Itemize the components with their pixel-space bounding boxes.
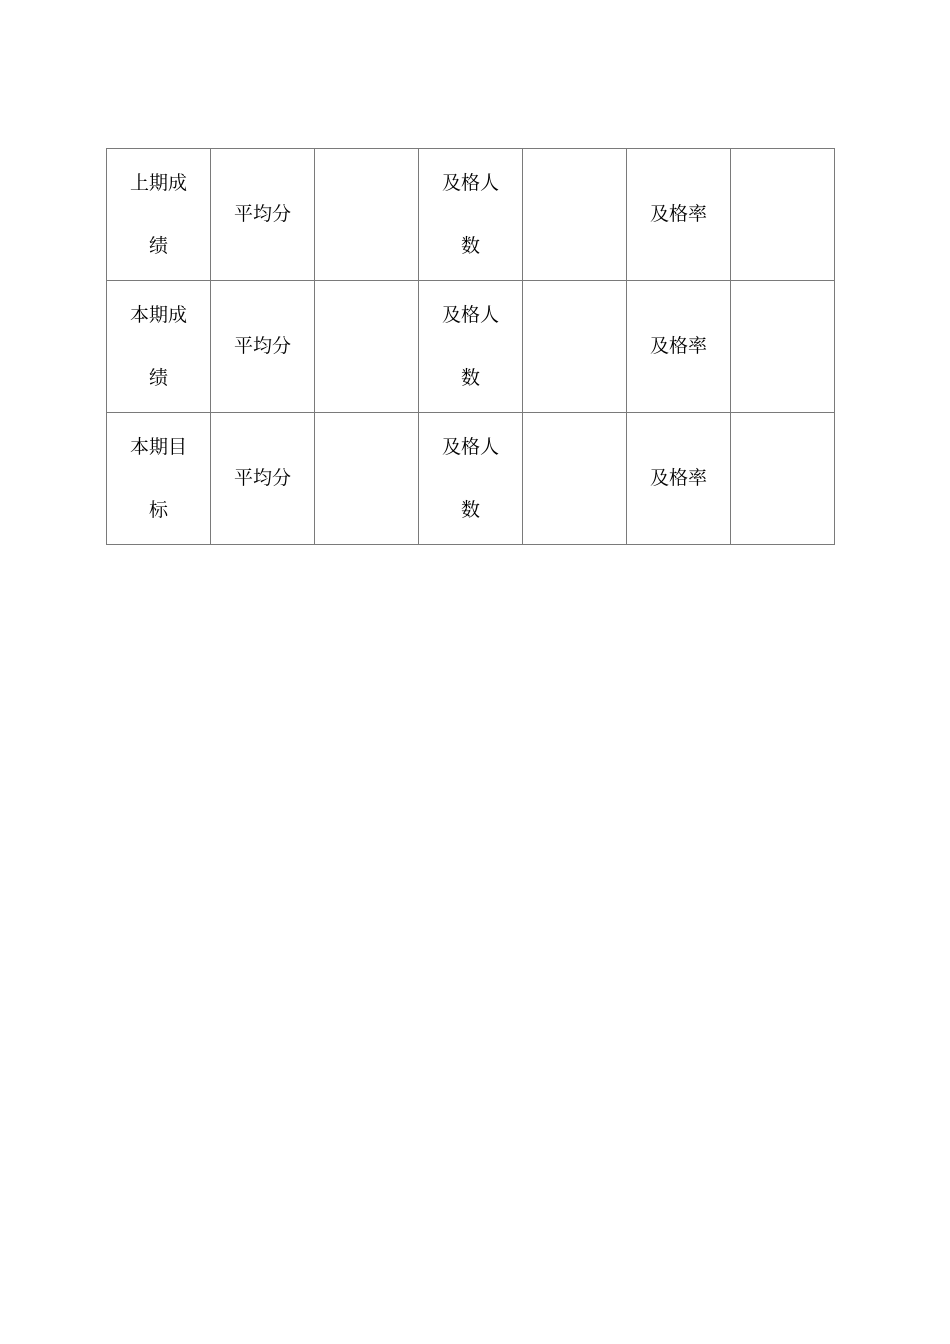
score-table (106, 148, 835, 545)
pass-count-value-cell[interactable] (523, 149, 627, 281)
row-label: 本期目标 (129, 435, 187, 521)
pass-count-label-cell (419, 281, 523, 413)
average-label-cell (211, 281, 315, 413)
pass-count-label: 及格人数 (441, 435, 499, 521)
row-label: 本期成绩 (129, 303, 187, 389)
pass-count-label-cell (419, 413, 523, 545)
pass-rate-label-cell (627, 149, 731, 281)
pass-rate-label: 及格率 (649, 467, 707, 489)
pass-rate-label: 及格率 (649, 335, 707, 357)
pass-rate-value-cell[interactable] (731, 413, 835, 545)
average-value-cell[interactable] (315, 281, 419, 413)
row-label-cell (107, 413, 211, 545)
pass-count-label: 及格人数 (441, 303, 499, 389)
pass-rate-label-cell (627, 413, 731, 545)
average-label: 平均分 (233, 203, 291, 225)
average-label-cell (211, 149, 315, 281)
average-value-cell[interactable] (315, 413, 419, 545)
average-value-cell[interactable] (315, 149, 419, 281)
row-label: 上期成绩 (129, 171, 187, 257)
pass-rate-label-cell (627, 281, 731, 413)
table-row (107, 149, 835, 281)
table-row (107, 281, 835, 413)
pass-count-label-cell (419, 149, 523, 281)
average-label-cell (211, 413, 315, 545)
pass-count-value-cell[interactable] (523, 413, 627, 545)
pass-rate-label: 及格率 (649, 203, 707, 225)
row-label-cell (107, 281, 211, 413)
average-label: 平均分 (233, 467, 291, 489)
pass-count-label: 及格人数 (441, 171, 499, 257)
pass-count-value-cell[interactable] (523, 281, 627, 413)
table-row (107, 413, 835, 545)
pass-rate-value-cell[interactable] (731, 281, 835, 413)
pass-rate-value-cell[interactable] (731, 149, 835, 281)
average-label: 平均分 (233, 335, 291, 357)
row-label-cell (107, 149, 211, 281)
